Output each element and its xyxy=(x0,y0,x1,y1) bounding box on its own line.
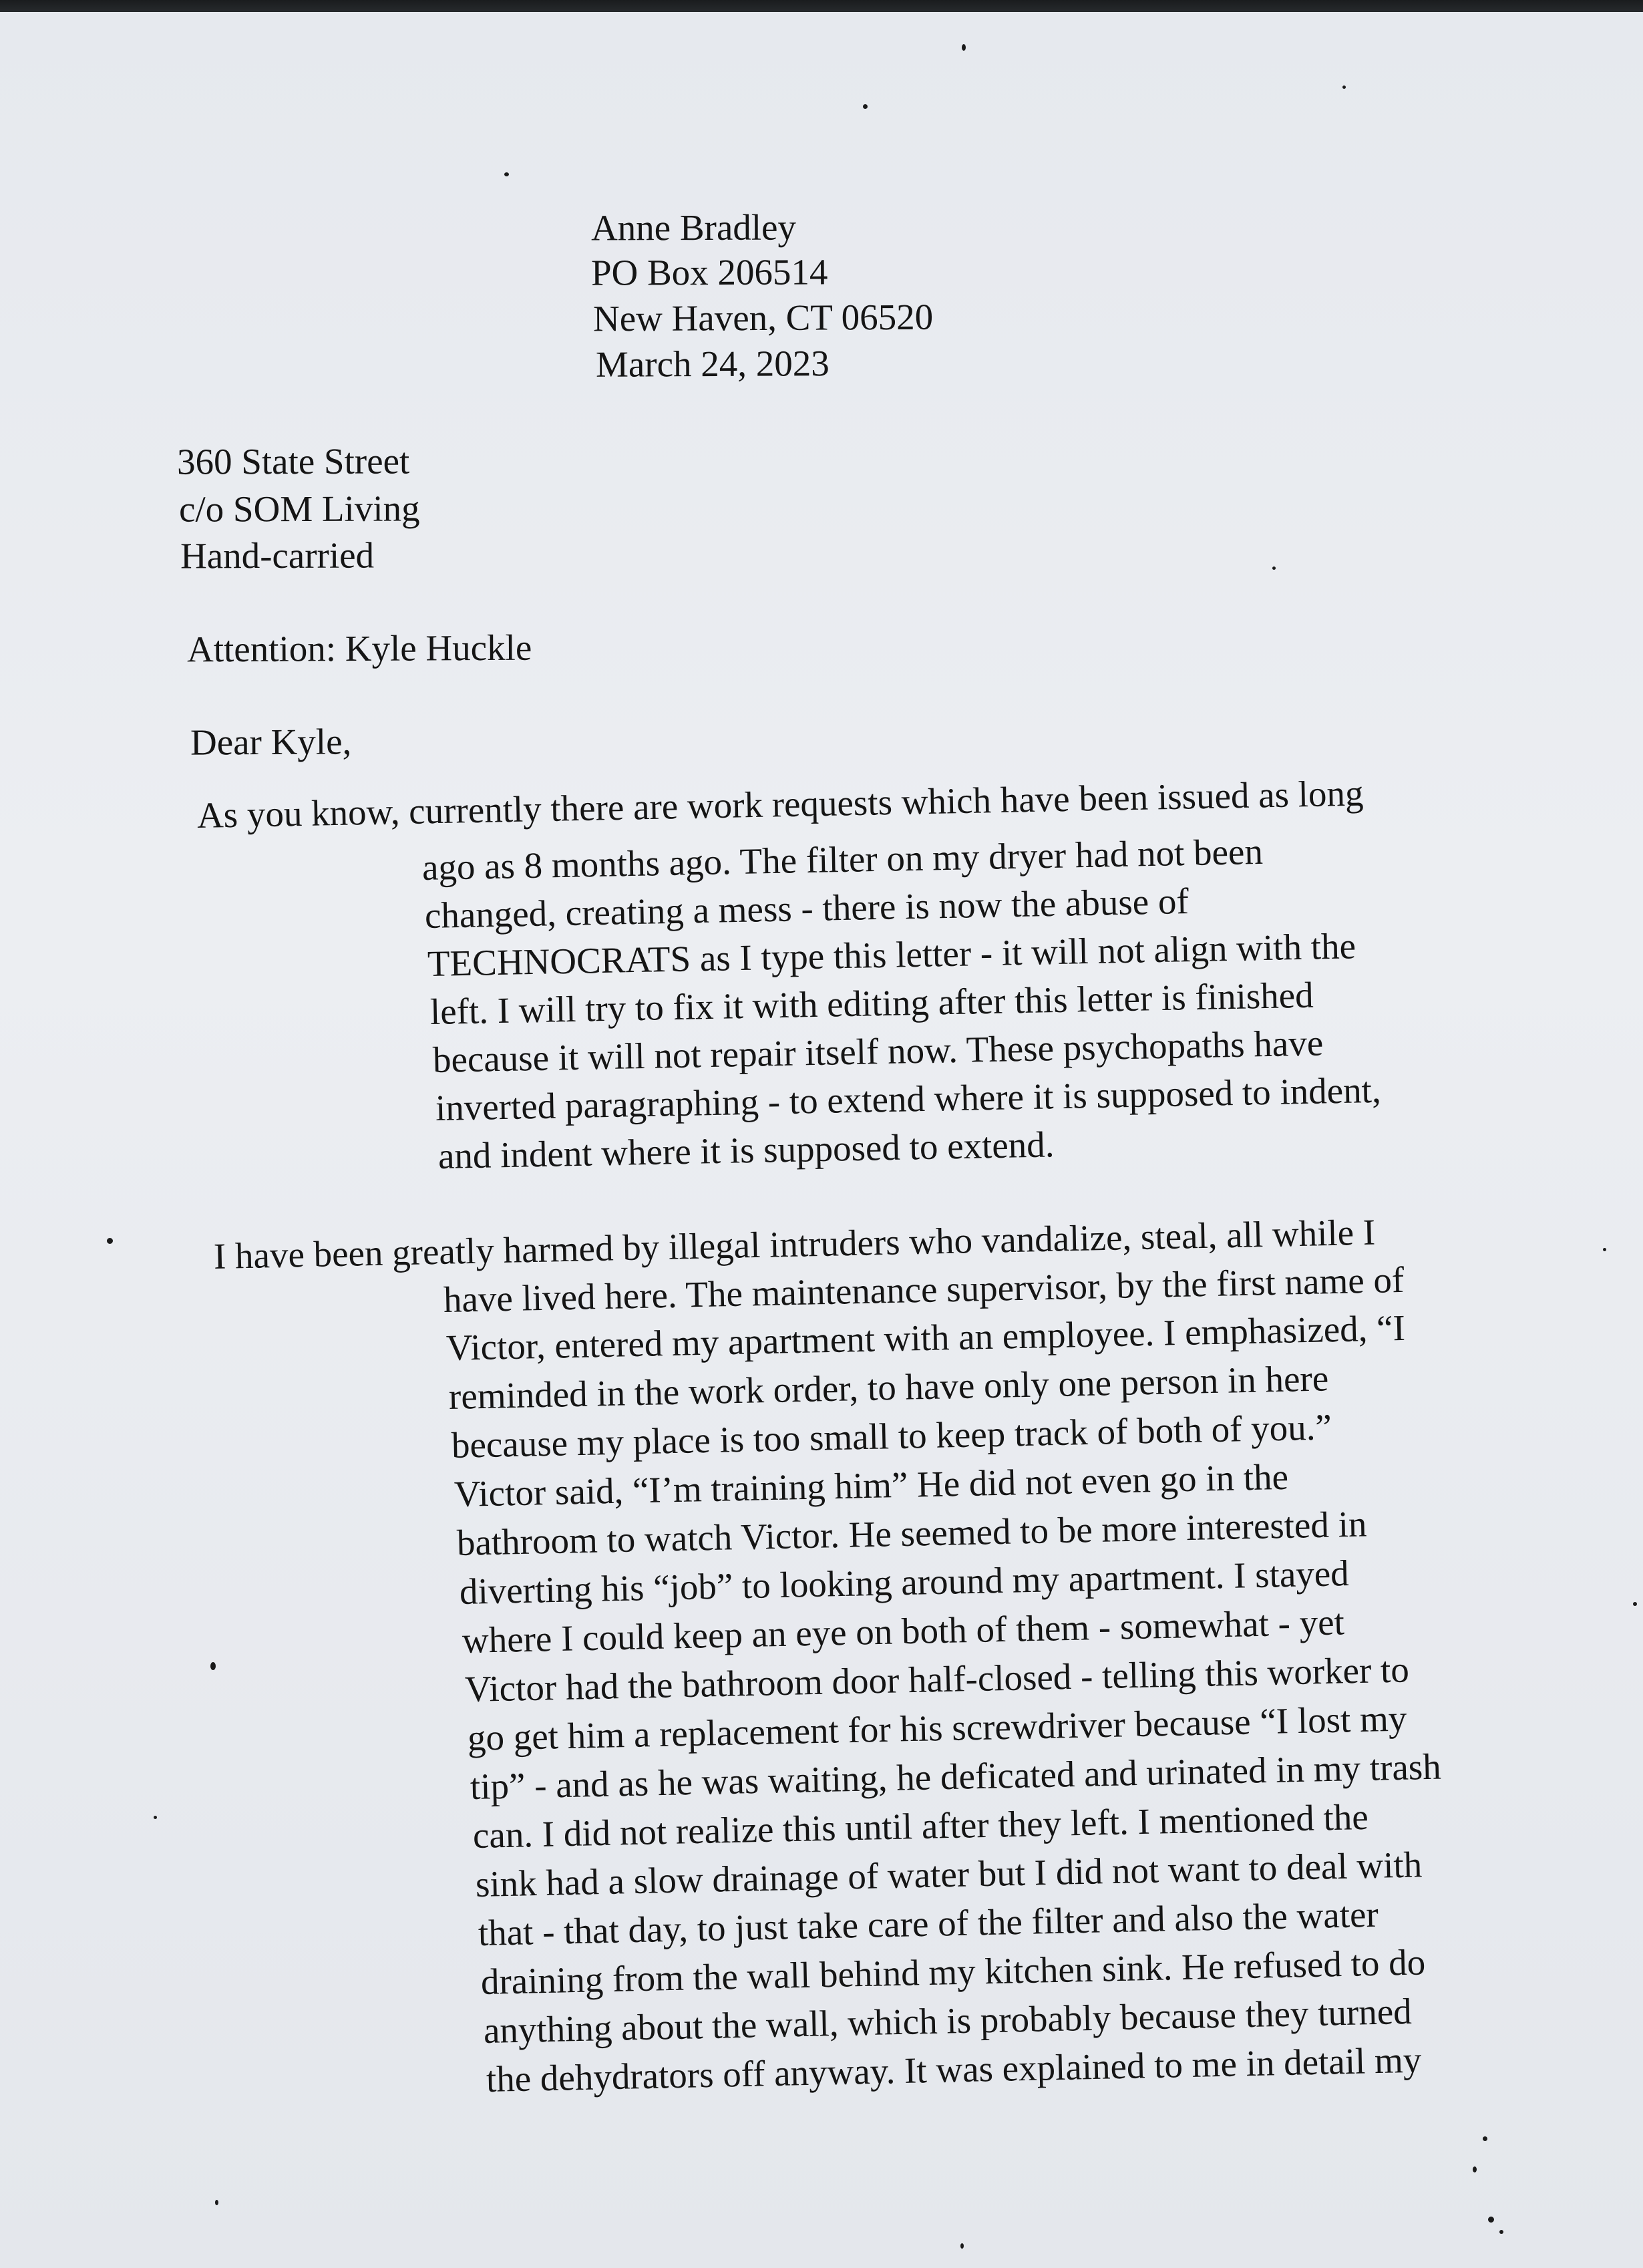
toner-speck xyxy=(215,2200,218,2205)
paragraph2-line: can. I did not realize this until after they left. I mentioned the xyxy=(472,1796,1369,1856)
toner-speck xyxy=(1633,1602,1637,1606)
paragraph1-line: inverted paragraphing - to extend where it is supposed to indent, xyxy=(435,1069,1382,1128)
toner-speck xyxy=(962,44,966,51)
sender-name: Anne Bradley xyxy=(590,206,797,249)
sender-address-line1: PO Box 206514 xyxy=(590,251,828,293)
recipient-line3: Hand-carried xyxy=(180,534,375,577)
paragraph1-line: changed, creating a mess - there is now the abuse of xyxy=(424,880,1190,936)
paragraph2-line: I have been greatly harmed by illegal intruders who vandalize, steal, all while I xyxy=(213,1211,1376,1277)
letter-date: March 24, 2023 xyxy=(595,343,830,385)
toner-speck xyxy=(1272,566,1276,570)
paragraph1-line: and indent where it is supposed to extend. xyxy=(437,1124,1055,1176)
toner-speck xyxy=(960,2243,964,2249)
paragraph1-line: TECHNOCRATS as I type this letter - it will not align with the xyxy=(427,925,1356,984)
letter-page xyxy=(0,12,1643,2268)
paragraph2-line: Victor, entered my apartment with an employee. I emphasized, “I xyxy=(445,1307,1406,1368)
toner-speck xyxy=(210,1662,216,1670)
paragraph2-line: have lived here. The maintenance supervisor, by the first name of xyxy=(443,1259,1405,1320)
paragraph2-line: Victor had the bathroom door half-closed - telling this worker to xyxy=(464,1649,1410,1710)
recipient-line2: c/o SOM Living xyxy=(178,488,420,530)
paragraph2-line: that - that day, to just take care of the filter and also the water xyxy=(478,1893,1379,1953)
toner-speck xyxy=(107,1238,113,1244)
paragraph2-line: anything about the wall, which is probably because they turned xyxy=(483,1990,1413,2051)
toner-speck xyxy=(154,1816,157,1819)
salutation: Dear Kyle, xyxy=(190,721,352,763)
paragraph1-line: left. I will try to fix it with editing after this letter is finished xyxy=(429,974,1314,1032)
paragraph1-line: ago as 8 months ago. The filter on my dryer had not been xyxy=(421,830,1264,888)
recipient-line1: 360 State Street xyxy=(176,440,410,482)
toner-speck xyxy=(863,104,868,109)
toner-speck xyxy=(1499,2230,1503,2234)
paragraph1-line: As you know, currently there are work requests which have been issued as long xyxy=(196,772,1364,836)
toner-speck xyxy=(1488,2217,1494,2223)
toner-speck xyxy=(1603,1248,1606,1251)
paragraph2-line: sink had a slow drainage of water but I did not want to deal with xyxy=(475,1844,1423,1905)
paragraph2-line: the dehydrators off anyway. It was explained to me in detail my xyxy=(486,2039,1422,2100)
toner-speck xyxy=(1342,86,1346,89)
paragraph2-line: diverting his “job” to looking around my apartment. I stayed xyxy=(459,1553,1350,1612)
paragraph2-line: draining from the wall behind my kitchen sink. He refused to do xyxy=(480,1941,1426,2002)
toner-speck xyxy=(1483,2136,1487,2141)
paragraph2-line: reminded in the work order, to have only one person in here xyxy=(448,1357,1329,1417)
paragraph2-line: where I could keep an eye on both of them - somewhat - yet xyxy=(462,1601,1345,1661)
toner-speck xyxy=(504,172,509,176)
toner-speck xyxy=(1473,2166,1477,2172)
paragraph2-line: tip” - and as he was waiting, he deficated and urinated in my trash xyxy=(470,1746,1442,1807)
paragraph1-line: because it will not repair itself now. These psychopaths have xyxy=(432,1022,1324,1080)
paragraph2-line: Victor said, “I’m training him” He did not even go in the xyxy=(453,1456,1289,1514)
attention-line: Attention: Kyle Huckle xyxy=(186,627,532,670)
paragraph2-line: because my place is too small to keep track of both of you.” xyxy=(451,1406,1332,1466)
paragraph2-line: bathroom to watch Victor. He seemed to be more interested in xyxy=(456,1503,1367,1563)
paragraph2-line: go get him a replacement for his screwdriver because “I lost my xyxy=(467,1697,1407,1758)
sender-address-line2: New Haven, CT 06520 xyxy=(592,296,934,339)
